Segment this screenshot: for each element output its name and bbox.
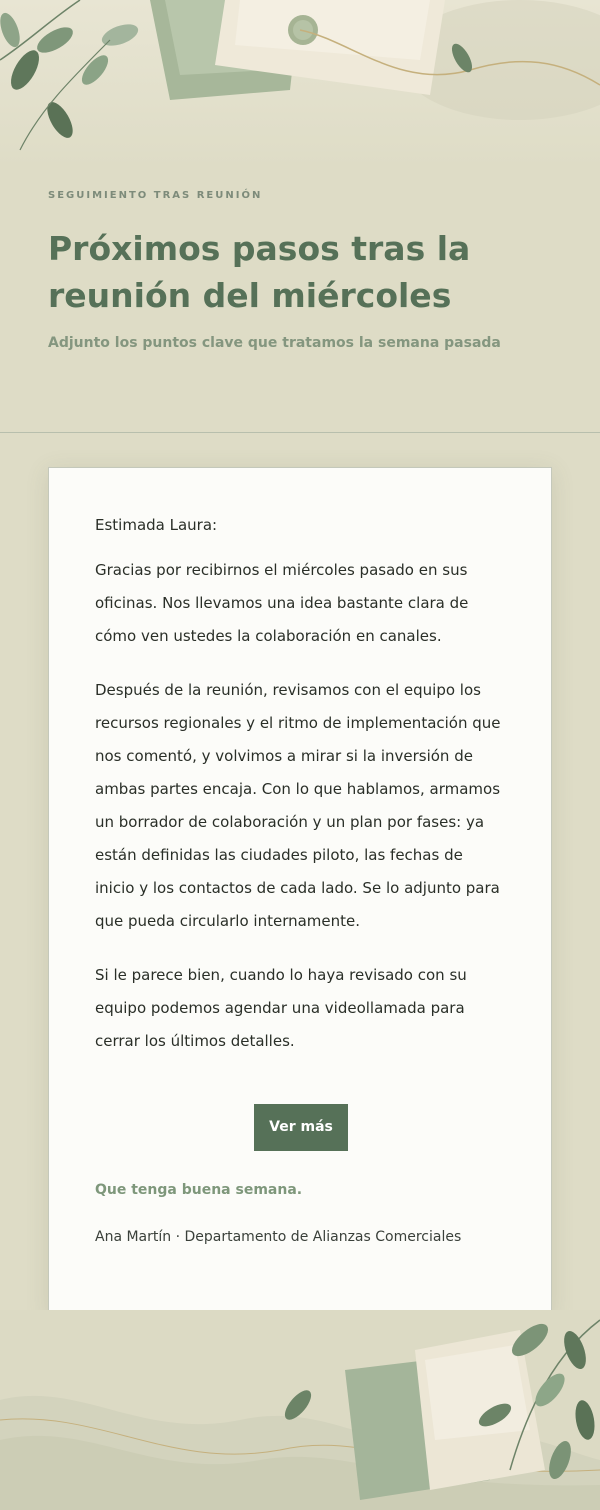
header-divider [0,432,600,433]
paragraph-3: Si le parece bien, cuando lo haya revisado con su equipo podemos agendar una videollamada para cerrar los últimos detalles. [95,966,467,1050]
cta-container [49,1104,553,1151]
email-header [48,190,568,351]
subtitle: Adjunto los puntos clave que tratamos la semana pasada [48,335,501,351]
letter-card [48,467,552,1316]
signature: Ana Martín · Departamento de Alianzas Comerciales [95,1229,462,1245]
title-line-1: Próximos pasos tras la [48,229,471,268]
top-leaves-decoration-icon [0,0,600,170]
greeting: Estimada Laura: [95,516,218,534]
paragraph-2: Después de la reunión, revisamos con el equipo los recursos regionales y el ritmo de implementación que nos comentó, y volvimos a mirar si la inversión de ambas partes encaja. Con lo que hablamos, armamos un borrador de colaboración y un plan por fases: ya están definidas las ciudades piloto, las fechas de inicio y los contactos de cada lado. Se lo adjunto para que pueda circularlo internamente. [95,681,501,930]
page-title [48,225,568,319]
title-line-2: reunión del miércoles [48,276,452,315]
paragraph-1: Gracias por recibirnos el miércoles pasado en sus oficinas. Nos llevamos una idea bastante clara de cómo ven ustedes la colaboración en canales. [95,561,469,645]
bottom-leaves-decoration-icon [0,1310,600,1510]
ver-mas-button[interactable]: Ver más [254,1104,348,1151]
eyebrow-label: SEGUIMIENTO TRAS REUNIÓN [48,190,263,201]
letter-body [95,514,505,1058]
closing-line: Que tenga buena semana. [95,1182,303,1198]
